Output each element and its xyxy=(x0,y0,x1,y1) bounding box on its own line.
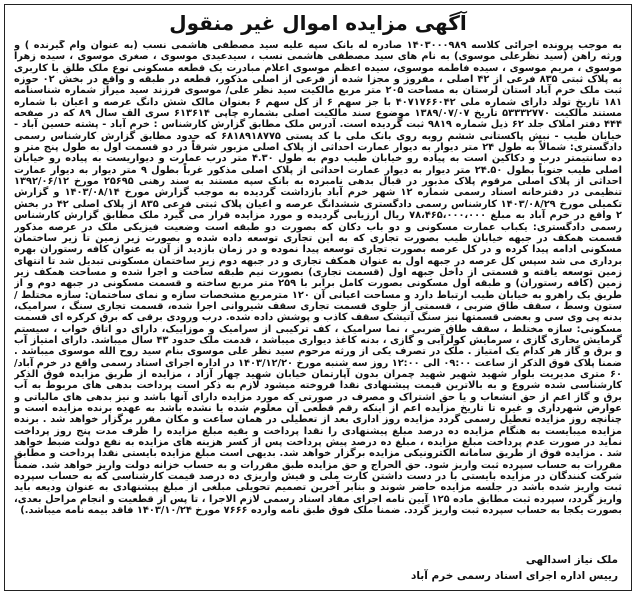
auction-notice xyxy=(4,4,632,591)
signature-block xyxy=(14,552,622,584)
notice-title: آگهی مزایده اموال غیر منقول xyxy=(169,11,467,35)
notice-body: به موجب پرونده اجرائی کلاسه ۱۴۰۳۰۰۰۹۸۹ صادره له بانک سپه علیه سید مصطفی هاشمی نسب (به عنوان وام گیرنده ) و ورثه راهن (سید نظرعلی موسوی) به نام های سید مصطفی هاشمی نسب ، سیدعیدی موسوی ، صغری موسوی ، سیده زهرا موسوی ، مریم موسوی ، سیده فاطمه موسوی، سیده اعظم موسوی اعلام مبادرت یک قطعه مسکونی نوع ملک طلق با کاربری به پلاک ثبتی ۸۳۵ فرعی از ۴۲ اصلی ، مفروز و مجزا شده از فرعی از اصلی مذکور، قطعه در طبقه و واقع در بخش ۰۲ حوزه ثبت ملک خرم آباد استان لرستان به مساحت ۲۰۵ متر مربع مالکیت سید نظر علی/ موسوی فرزند سید میراز شماره شناسنامه ۱۸۱ تاریخ تولد دارای شماره ملی ۴۰۷۱۷۶۶۰۴۲ با جز سهم ۶ از کل سهم ۶ بعنوان مالک شش دانگ عرصه و اعیان با شماره مستند مالکیت ۵۳۳۳۲۷۷۰ تاریخ ۱۳۸۹/۰۷/۰۷ موضوع سند مالکیت اصلی بشماره چاپی ۶۱۳۶۱۴ سری الف سال ۸۹ که در صفحه ۴۴۴ دفتر املاک جلد ۶۲ ذیل شماره ۹۸۱۹ ثبت گردیده است. آدرس ملک مطابق گزارش کارشناس : خرم آباد - پشته حسین آباد - خیابان طیب - نبش پاکستانی ششم روبه روی بانک ملی با کد پستی ۶۸۱۸۹۱۸۷۷۵ که حدود مطابق گزارش کارشناس رسمی دادگستری: شمالاً به طول ۲۴ متر دیوار به دیوار عمارت احداثی از پلاک اصلی مزبور شرقاً در دو قسمت اول به طول پنج متر و ده سانتیمتر درب و دکاکین است به پیاده رو خیابان طیب دوم به طول ۴.۳۰ متر درب عمارت و دیواریست به پیاده رو خیابان اصلی طیب جنوباً بطول ۲۴.۵۰ متر دیوار به دیوار عمارت احداثی از پلاک اصلی مذکور غرباً بطول ۹ متر دیوار به دیوار عمارت احداثی از پلاک اصلی مرقوم پلاک مذبور در قبال بدهی نامبرده به بانک سپه مستند به سند رهنی ۲۵۶۹۵ مورخ ۱۳۹۲/۰۶/۱۲ تنظیمی در دفترخانه اسناد رسمی شماره ۱۲ شهر خرم آباد بازداشت گردیده به موجب گزارش مورخ ۱۴۰۳/۰۸/۱۴ و گزارش تکمیلی مورخ ۱۴۰۳/۰۸/۲۹ کارشناس رسمی دادگستری ششدانگ عرصه و اعیان پلاک ثبتی فرعی ۸۳۵ از پلاک اصلی ۴۲ در بخش ۲ واقع در خرم آباد به مبلغ ۷۸،۴۶۵،۰۰۰،۰۰۰ ریال ارزیابی گردیده و مورد مزایده قرار می گیرد ملک مطابق گزارش کارشناس رسمی دادگستری: یکباب عمارت مسکونی و دو باب دکان که بصورت دو طبقه است وضعیت فیزیکی ملک در عرصه مذکور قسمت همکف در جبهه خیابان طیب بصورت تجاری که به این تجاری توسعه داده شده و بصورت زیر زمین تا زیر ساختمان مسکونی ادامه پیدا کرده و در کل عرصه بصورت تجاری توسعه پیدا نموده و در زمان بازدید از آن به عنوان کافه رستوران بهره برداری می شد سپس کل عرصه در جبهه اول به عنوان همکف تجاری و در جبهه دوم زیر ساختمان مسکونی تبدیل شد تا انتهای زمین توسعه یافته و قسمتی از داخل جبهه اول (قسمت تجاری) بصورت نیم طبقه ساخت و اجرا شده و مساحت همکف زیر زمین (کافه رستوران) و طبقه اول مسکونی بصورت کامل برابر با ۲۵۹ متر مربع ساخته و قسمت مسکونی در جبهه دوم و از طریق یک راهرو به خیابان طیب ارتباط دارد و مساحت اعیانی آن ۱۲۰ مترمربع مشخصات سازه و نمای ساختمان: سازه مختلط / ستون وسط ، سقف طاق ضربی ، قسمتی از جلوی قسمت تجاری سقف شیروانی اجرا شده، قسمت تجاری سنگ ، سرامیک، بدنه پی وی سی و بعضی قسمتها نیز سنگ آتیشک سقف کاذب و پوشش داده شده. درب ورودی برقی که برق کرکره ای قسمت مسکونی: سازه مختلط ، سقف طاق ضربی ، نما سرامیک ، کف ترکیبی از سرامیک و موزاییک، دارای دو اتاق خواب ، سیستم گرمایش بخاری گازی ، سرمایش کولرآبی و گازی ، بدنه کاغذ دیواری میباشد ، قدمت ملک حدود ۴۳ سال میباشد. دارای امتیاز آب و برق و گاز هر کدام یک امتیاز . ملک در تصرف یکی از ورثه مرحوم سید نظر علی موسوی بنام سید روح الله موسوی میباشد . ضمنا پلاک فوق الذکر از ساعت ۰۹:۰۰ الی ۱۲:۰۰ روز سه شنبه مورخ ۱۴۰۳/۱۲/۲۰ در اداره اجرای اسناد رسمی واقع در خرم آباد/ ۶۰ متری مدیریت بلوار شهید شهیر شهید چمران بدون آپارتمان خیابان شهید چهار آزاد ، مزایده از طریق مزایده فوق الذکر کارشناسی شده شروع و به بالاترین قیمت پیشنهادی نقدا فروخته میشود لازم به ذکر است پرداخت بدهی های مربوط به آب برق و گاز اعم از حق انشعاب و یا حق اشتراک و مصرف در صورتی که مورد مزایده دارای آنها باشد و نیز بدهی های مالیاتی و عوارض شهرداری و غیره تا تاریخ مزایده اعم از اینکه رقم قطعی آن معلوم شده یا نشده باشد به عهده برنده مزایده است و چنانچه روز مزایده تعطیل رسمی گردد مزایده روز اداری بعد از تعطیلی در همان ساعت و مکان مقرر برگزار خواهد شد . برنده مزایده میبایست به هنگام مزایده ده درصد مبلغ پیشنهادی را نقدا پرداخت و بقیه مبلغ مزایده را ظرف مدت پنج روز پرداخت نماید در صورت عدم پرداخت مبلغ مزایده ، مبلغ ده درصد پیش پرداخت پس از کسر هزینه های مزایده به نفع دولت ضبط خواهد شد . مزایده فوق از طریق سامانه الکترونیکی مزایده برگزار خواهد شد. بدیهی است مبلغ مزایده بایستی نقدا پرداخت و مطابق مقررات به حساب سپرده ثبت واریز شود. حق الحراج و حق مزایده طبق مقررات و به حساب خزانه دولت واریز خواهد شد. ضمناً شرکت کنندگان در مزایده بایستی با در دست داشتن کارت ملی و فیش واریزی ده درصد قیمت کارشناسی که به حساب سپرده ثبت واریز شده باشد در جلسه مزایده حاضر شوند و بنابر آخرین تصمیم تحویلی مبلغی از مبلغ پیشنهادی به عنوان ودیعه باید واریز گردد، سپرده ثبت مطابق ماده ۱۲۵ آیین نامه اجرای مفاد اسناد رسمی لازم الاجرا ، تا پس از قطعیت و انجام مراحل بعدی، بصورت یکجا به حساب سپرده ثبت واریز گردد. ضمنا ملک فوق طبق نامه وارده ۷۶۶۶ مورخ ۱۴۰۳/۱۰/۲۴ فاقد بیمه نامه میباشد.) xyxy=(14,40,622,517)
signatory-name: ملک نیاز اسدالهی xyxy=(525,554,618,566)
signatory-position: رییس اداره اجرای اسناد رسمی خرم آباد xyxy=(410,570,618,582)
